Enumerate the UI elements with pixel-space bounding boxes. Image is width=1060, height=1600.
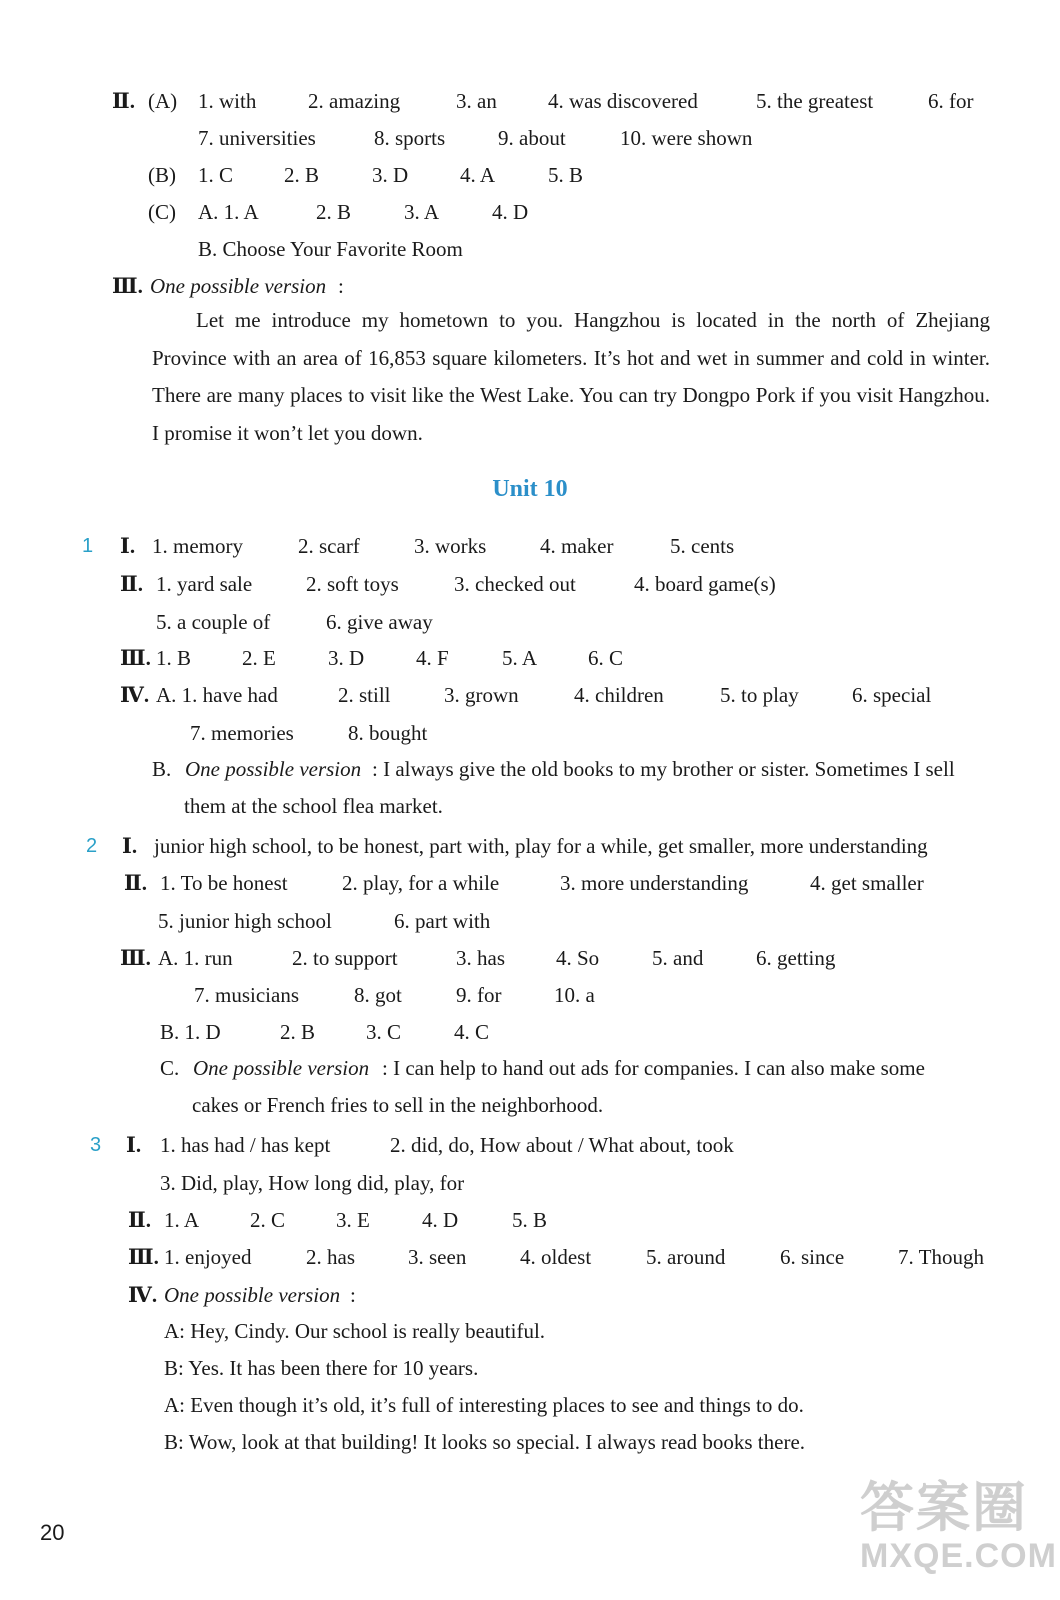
answer-item: 6. part with bbox=[394, 909, 491, 933]
answer-item: 3. D bbox=[372, 163, 409, 187]
answer-item: 5. junior high school bbox=[158, 909, 332, 933]
answer-item: (B) bbox=[148, 163, 176, 187]
answer-item: 3. A bbox=[404, 200, 440, 224]
answer-item: 4. F bbox=[416, 646, 449, 670]
answer-item: (C) bbox=[148, 200, 176, 224]
section-numeral: Ⅲ. bbox=[112, 274, 143, 298]
answer-item: 6. getting bbox=[756, 946, 836, 970]
answer-item: : I always give the old books to my brother or sister. Sometimes I sell bbox=[372, 757, 955, 781]
answer-item: 7. musicians bbox=[194, 983, 299, 1007]
answer-item: 9. for bbox=[456, 983, 502, 1007]
answer-item: 2. still bbox=[338, 683, 391, 707]
answer-item: : I can help to hand out ads for companies. I can also make some bbox=[382, 1056, 925, 1080]
section-numeral: Ⅱ. bbox=[120, 572, 143, 596]
answer-item: 4. maker bbox=[540, 534, 614, 558]
answer-item: 3. checked out bbox=[454, 572, 576, 596]
answer-item: 4. was discovered bbox=[548, 89, 698, 113]
answer-item: 2. scarf bbox=[298, 534, 360, 558]
answer-item: 1. has had / has kept bbox=[160, 1133, 331, 1157]
answer-item: 10. were shown bbox=[620, 126, 753, 150]
section-numeral: Ⅱ. bbox=[128, 1208, 151, 1232]
answer-item: A. 1. have had bbox=[156, 683, 278, 707]
section-numeral: Ⅰ. bbox=[120, 534, 136, 558]
answer-item: 3. C bbox=[366, 1020, 402, 1044]
answer-item: 1. enjoyed bbox=[164, 1245, 252, 1269]
section-numeral: Ⅰ. bbox=[122, 834, 138, 858]
answer-item: : bbox=[350, 1283, 356, 1307]
section-numeral: Ⅱ. bbox=[124, 871, 147, 895]
answer-item: 4. D bbox=[492, 200, 529, 224]
answer-item: 3. Did, play, How long did, play, for bbox=[160, 1171, 465, 1195]
answer-item: A. 1. run bbox=[158, 946, 233, 970]
answer-item: 2. to support bbox=[292, 946, 398, 970]
answer-item: B: Yes. It has been there for 10 years. bbox=[164, 1356, 479, 1380]
answer-item: (A) bbox=[148, 89, 178, 113]
section-numeral: Ⅳ. bbox=[120, 683, 150, 707]
answer-item: 2. E bbox=[242, 646, 276, 670]
answer-item: 1. B bbox=[156, 646, 192, 670]
unit-title: Unit 10 bbox=[492, 476, 568, 502]
answer-item: 2. amazing bbox=[308, 89, 401, 113]
answer-item: 3. grown bbox=[444, 683, 519, 707]
section-numeral: Ⅲ. bbox=[120, 946, 151, 970]
answer-item: 7. Though bbox=[898, 1245, 984, 1269]
answer-item: B. 1. D bbox=[160, 1020, 221, 1044]
section-numeral: Ⅰ. bbox=[126, 1133, 142, 1157]
answer-item: 4. board game(s) bbox=[634, 572, 776, 596]
section-numeral: Ⅱ. bbox=[112, 89, 135, 113]
answer-item: 6. C bbox=[588, 646, 624, 670]
answer-item: 4. So bbox=[556, 946, 600, 970]
answer-item: 6. for bbox=[928, 89, 974, 113]
answer-item: 5. a couple of bbox=[156, 610, 271, 634]
answer-item: 1. yard sale bbox=[156, 572, 253, 596]
answer-item: One possible version bbox=[164, 1283, 341, 1307]
answer-item: 3. seen bbox=[408, 1245, 467, 1269]
answer-item: 2. B bbox=[316, 200, 352, 224]
answer-item: 3. has bbox=[456, 946, 505, 970]
writing-sample-paragraph: Let me introduce my hometown to you. Hangzhou is located in the north of Zhejiang Province with an area of 16,853 square kilometers. It’s hot and wet in summer and cold in winter. There are many places to visit like the West Lake. You can try Dongpo Pork if you visit Hangzhou. I promise it won’t let you down. bbox=[152, 308, 990, 445]
answer-item: cakes or French fries to sell in the neighborhood. bbox=[192, 1093, 604, 1117]
section-numeral: Ⅳ. bbox=[128, 1283, 158, 1307]
answer-item: 2. B bbox=[284, 163, 320, 187]
answer-item: 5. B bbox=[512, 1208, 548, 1232]
answer-item: 6. give away bbox=[326, 610, 433, 634]
answer-item: 10. a bbox=[554, 983, 595, 1007]
watermark-url: MXQE.COM bbox=[860, 1537, 1057, 1575]
answer-item: 2. did, do, How about / What about, took bbox=[390, 1133, 734, 1157]
answer-item: 3. D bbox=[328, 646, 365, 670]
lesson-number: 1 bbox=[82, 535, 94, 557]
answer-item: B. bbox=[152, 757, 172, 781]
answer-item: 1. C bbox=[198, 163, 234, 187]
answer-item: 2. play, for a while bbox=[342, 871, 500, 895]
page-number: 20 bbox=[40, 1520, 65, 1545]
answer-item: 4. D bbox=[422, 1208, 459, 1232]
answer-item: 5. cents bbox=[670, 534, 735, 558]
answer-item: 3. E bbox=[336, 1208, 370, 1232]
answer-item: A. 1. A bbox=[198, 200, 259, 224]
answer-item: junior high school, to be honest, part with, play for a while, get smaller, more understanding bbox=[154, 834, 928, 858]
answer-item: 5. and bbox=[652, 946, 704, 970]
answer-item: A: Hey, Cindy. Our school is really beautiful. bbox=[164, 1319, 546, 1343]
answer-item: 5. A bbox=[502, 646, 538, 670]
answer-item: 1. A bbox=[164, 1208, 200, 1232]
answer-item: 2. soft toys bbox=[306, 572, 399, 596]
answer-item: 3. an bbox=[456, 89, 497, 113]
answer-item: 2. C bbox=[250, 1208, 286, 1232]
answer-item: A: Even though it’s old, it’s full of interesting places to see and things to do. bbox=[164, 1393, 804, 1417]
answer-item: 6. special bbox=[852, 683, 932, 707]
answer-item: 4. A bbox=[460, 163, 496, 187]
answer-item: 2. has bbox=[306, 1245, 355, 1269]
answer-item: One possible version bbox=[150, 274, 327, 298]
answer-item: 5. to play bbox=[720, 683, 799, 707]
answer-item: 5. the greatest bbox=[756, 89, 874, 113]
section-numeral: Ⅲ. bbox=[120, 646, 151, 670]
answer-item: 9. about bbox=[498, 126, 566, 150]
answer-item: 8. bought bbox=[348, 721, 428, 745]
answer-item: them at the school flea market. bbox=[184, 794, 443, 818]
answer-item: 4. get smaller bbox=[810, 871, 924, 895]
answer-item: B. Choose Your Favorite Room bbox=[198, 237, 463, 261]
answer-item: 8. got bbox=[354, 983, 402, 1007]
answer-item: 1. with bbox=[198, 89, 257, 113]
answer-item: : bbox=[338, 274, 344, 298]
lesson-number: 3 bbox=[90, 1134, 102, 1156]
lesson-number: 2 bbox=[86, 835, 98, 857]
answer-item: 3. works bbox=[414, 534, 487, 558]
answer-item: 7. universities bbox=[198, 126, 316, 150]
answer-item: 8. sports bbox=[374, 126, 446, 150]
answer-item: 1. memory bbox=[152, 534, 243, 558]
answer-item: One possible version bbox=[185, 757, 362, 781]
answer-item: 4. children bbox=[574, 683, 664, 707]
answer-item: 7. memories bbox=[190, 721, 294, 745]
section-numeral: Ⅲ. bbox=[128, 1245, 159, 1269]
answer-item: 4. C bbox=[454, 1020, 490, 1044]
answer-item: 3. more understanding bbox=[560, 871, 749, 895]
answer-item: One possible version bbox=[193, 1056, 370, 1080]
answer-item: 4. oldest bbox=[520, 1245, 592, 1269]
answer-item: C. bbox=[160, 1056, 180, 1080]
answer-item: 6. since bbox=[780, 1245, 845, 1269]
answer-item: 5. around bbox=[646, 1245, 726, 1269]
answer-item: B: Wow, look at that building! It looks so special. I always read books there. bbox=[164, 1430, 806, 1454]
answer-item: 5. B bbox=[548, 163, 584, 187]
watermark-text: 答案圈 bbox=[860, 1478, 1028, 1538]
watermark-logo bbox=[860, 1478, 1057, 1574]
answer-item: 2. B bbox=[280, 1020, 316, 1044]
answer-item: 1. To be honest bbox=[160, 871, 288, 895]
